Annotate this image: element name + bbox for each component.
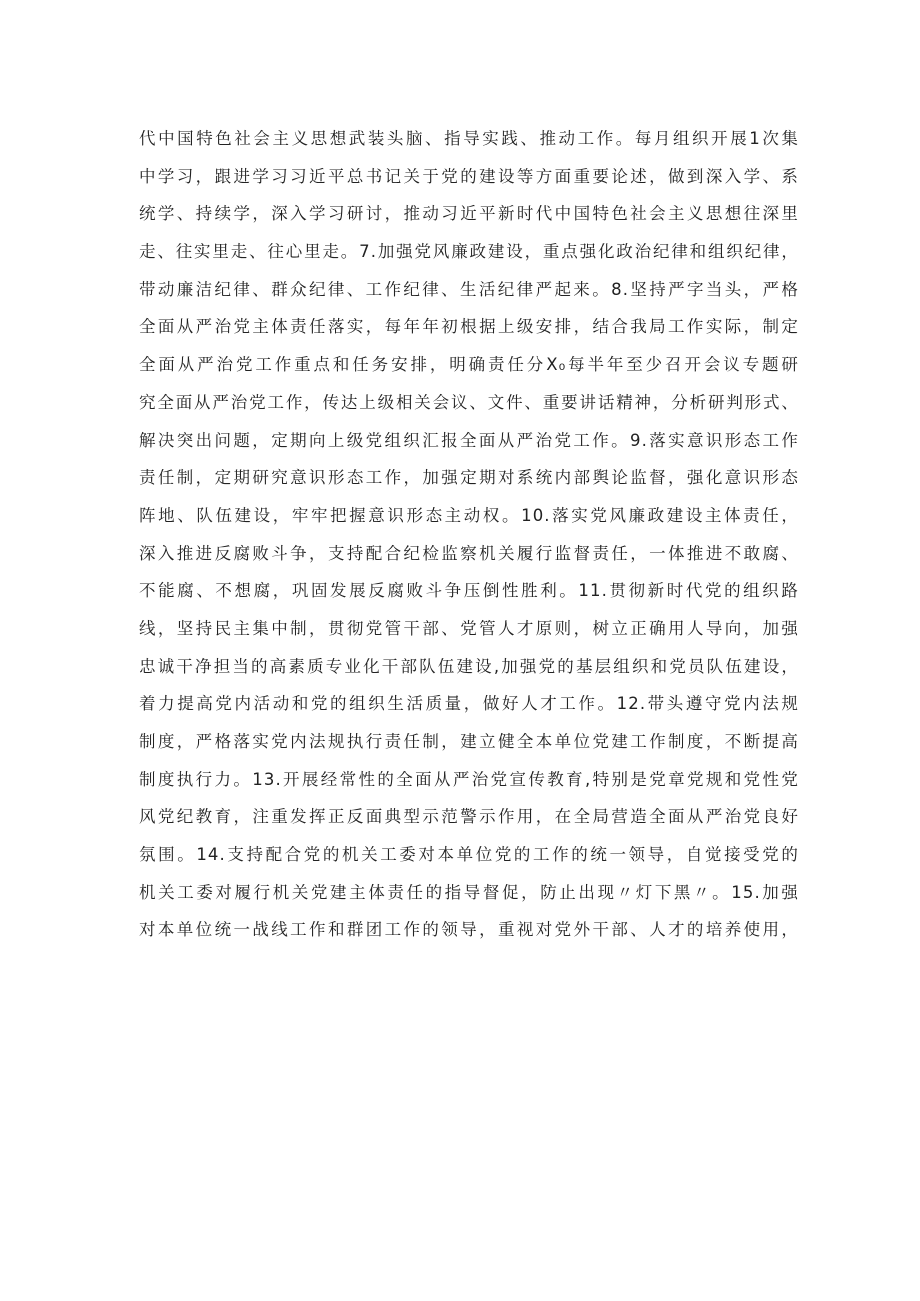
text-line: 解决突出问题，定期向上级党组织汇报全面从严治党工作。9.落实意识形态工作 — [139, 430, 799, 450]
text-line: 风党纪教育，注重发挥正反面典型示范警示作用，在全局营造全面从严治党良好 — [139, 807, 799, 827]
text-line: 忠诚干净担当的高素质专业化干部队伍建设,加强党的基层组织和党员队伍建设， — [139, 656, 799, 676]
text-line: 走、往实里走、往心里走。7.加强党风廉政建设，重点强化政治纪律和组织纪律， — [139, 242, 799, 262]
text-line: 线，坚持民主集中制，贯彻党管干部、党管人才原则，树立正确用人导向，加强 — [139, 618, 799, 638]
text-line: 着力提高党内活动和党的组织生活质量，做好人才工作。12.带头遵守党内法规 — [139, 694, 799, 714]
text-line: 深入推进反腐败斗争，支持配合纪检监察机关履行监督责任，一体推进不敢腐、 — [139, 543, 799, 563]
text-line: 统学、持续学，深入学习研讨，推动习近平新时代中国特色社会主义思想往深里 — [139, 204, 799, 224]
text-line: 阵地、队伍建设，牢牢把握意识形态主动权。10.落实党风廉政建设主体责任， — [139, 505, 799, 525]
text-line: 全面从严治党主体责任落实，每年年初根据上级安排，结合我局工作实际，制定 — [139, 317, 799, 337]
text-line: 带动廉洁纪律、群众纪律、工作纪律、生活纪律严起来。8.坚持严字当头，严格 — [139, 279, 799, 299]
body-text — [139, 120, 799, 949]
text-line: 制度，严格落实党内法规执行责任制，建立健全本单位党建工作制度，不断提高 — [139, 732, 799, 751]
text-line: 氛围。14.支持配合党的机关工委对本单位党的工作的统一领导，自觉接受党的 — [139, 845, 799, 865]
text-line: 机关工委对履行机关党建主体责任的指导督促，防止出现〃灯下黑〃。15.加强 — [139, 882, 799, 902]
text-line: 代中国特色社会主义思想武装头脑、指导实践、推动工作。每月组织开展1次集 — [139, 129, 799, 148]
text-line: 中学习，跟进学习习近平总书记关于党的建设等方面重要论述，做到深入学、系 — [139, 166, 799, 186]
text-line: 究全面从严治党工作，传达上级相关会议、文件、重要讲话精神，分析研判形式、 — [139, 392, 799, 412]
text-line: 责任制，定期研究意识形态工作，加强定期对系统内部舆论监督，强化意识形态 — [139, 468, 799, 488]
text-line: 不能腐、不想腐，巩固发展反腐败斗争压倒性胜利。11.贯彻新时代党的组织路 — [139, 581, 799, 601]
text-line: 对本单位统一战线工作和群团工作的领导，重视对党外干部、人才的培养使用， — [139, 920, 799, 940]
text-line: 制度执行力。13.开展经常性的全面从严治党宣传教育,特别是党章党规和党性党 — [139, 769, 799, 789]
text-line: 全面从严治党工作重点和任务安排，明确责任分X₀每半年至少召开会议专题研 — [139, 355, 799, 375]
